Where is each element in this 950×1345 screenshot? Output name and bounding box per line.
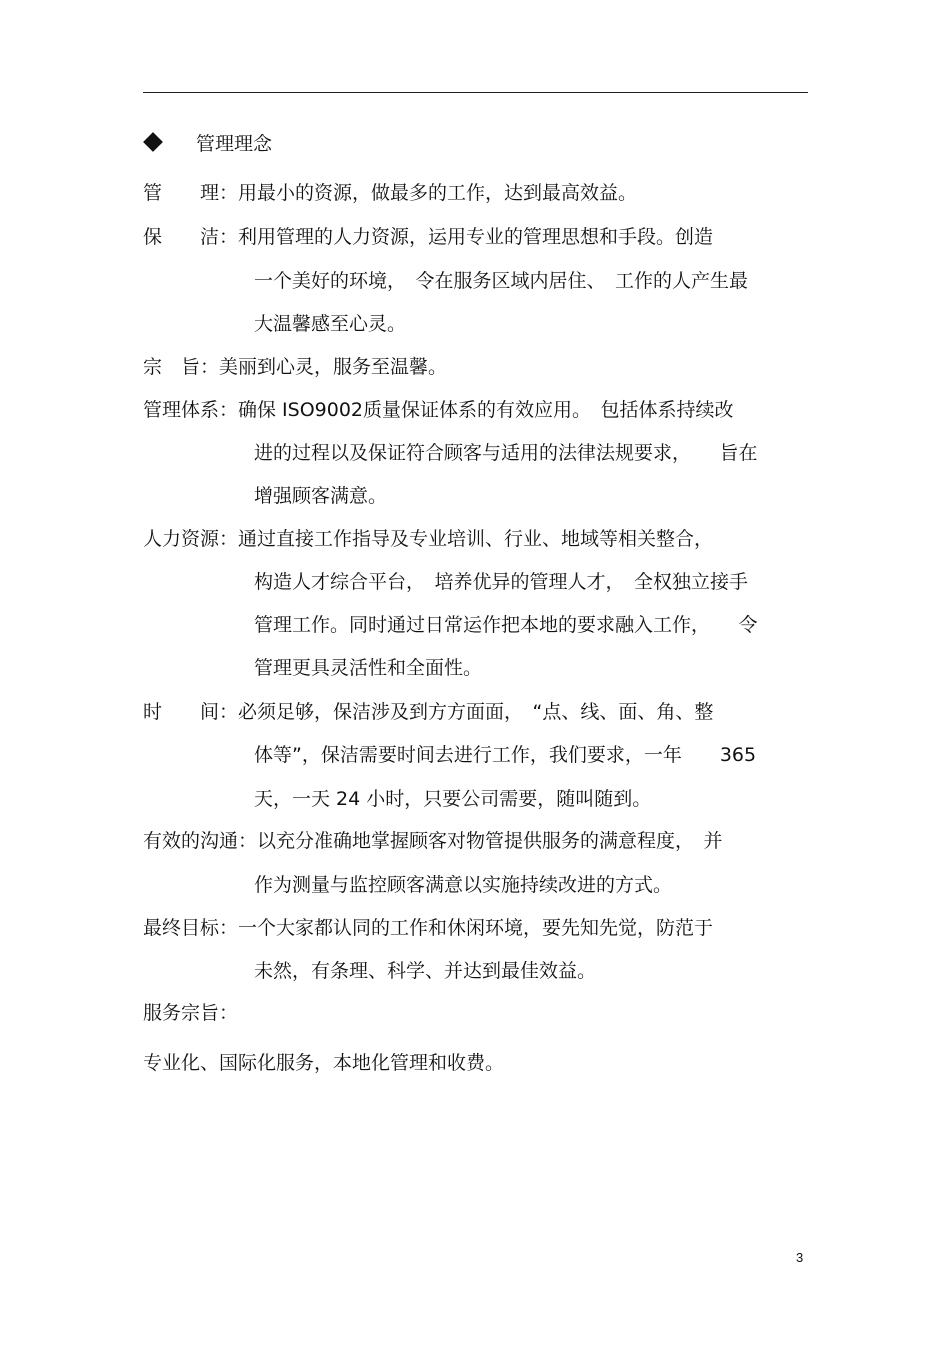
- hr-line-2: 构造人才综合平台， 培养优异的管理人才， 全权独立接手: [254, 571, 749, 593]
- service-purpose-label: 服务宗旨：: [143, 1002, 239, 1024]
- cleaning-line-3: 大温馨感至心灵。: [254, 313, 407, 335]
- system-line-2: 进的过程以及保证符合顾客与适用的法律法规要求， 旨在: [254, 442, 758, 464]
- cleaning-line-1: 保 洁：利用管理的人力资源，运用专业的管理思想和手段。创造: [143, 226, 714, 248]
- communication-line-1: 有效的沟通：以充分准确地掌握顾客对物管提供服务的满意程度， 并: [143, 830, 723, 852]
- section-heading: [143, 127, 272, 157]
- service-purpose-text: 专业化、国际化服务，本地化管理和收费。: [143, 1052, 505, 1074]
- management-line: 管 理：用最小的资源，做最多的工作，达到最高效益。: [143, 182, 638, 204]
- hr-line-3: 管理工作。同时通过日常运作把本地的要求融入工作， 令: [254, 614, 758, 636]
- time-line-1: 时 间：必须足够，保洁涉及到方方面面， “点、线、面、角、整: [143, 701, 714, 723]
- cleaning-line-2: 一个美好的环境， 令在服务区域内居住、 工作的人产生最: [254, 270, 749, 292]
- black-diamond-icon: [143, 132, 163, 152]
- section-heading-title: 管理理念: [196, 132, 273, 155]
- goal-line-1: 最终目标：一个大家都认同的工作和休闲环境，要先知先觉，防范于: [143, 917, 714, 939]
- time-line-2: 体等”，保洁需要时间去进行工作，我们要求，一年 365: [254, 744, 757, 766]
- goal-line-2: 未然，有条理、科学、并达到最佳效益。: [254, 960, 597, 982]
- time-line-3: 天，一天 24 小时，只要公司需要，随叫随到。: [254, 788, 652, 810]
- hr-line-4: 管理更具灵活性和全面性。: [254, 657, 483, 679]
- page-number: 3: [796, 1250, 804, 1265]
- communication-line-2: 作为测量与监控顾客满意以实施持续改进的方式。: [254, 874, 673, 896]
- system-line-3: 增强顾客满意。: [254, 485, 388, 507]
- system-line-1: 管理体系：确保 ISO9002质量保证体系的有效应用。 包括体系持续改: [143, 399, 734, 421]
- purpose-line: 宗 旨：美丽到心灵，服务至温馨。: [143, 356, 448, 378]
- header-rule: [143, 92, 808, 93]
- hr-line-1: 人力资源：通过直接工作指导及专业培训、行业、地域等相关整合，: [143, 528, 714, 550]
